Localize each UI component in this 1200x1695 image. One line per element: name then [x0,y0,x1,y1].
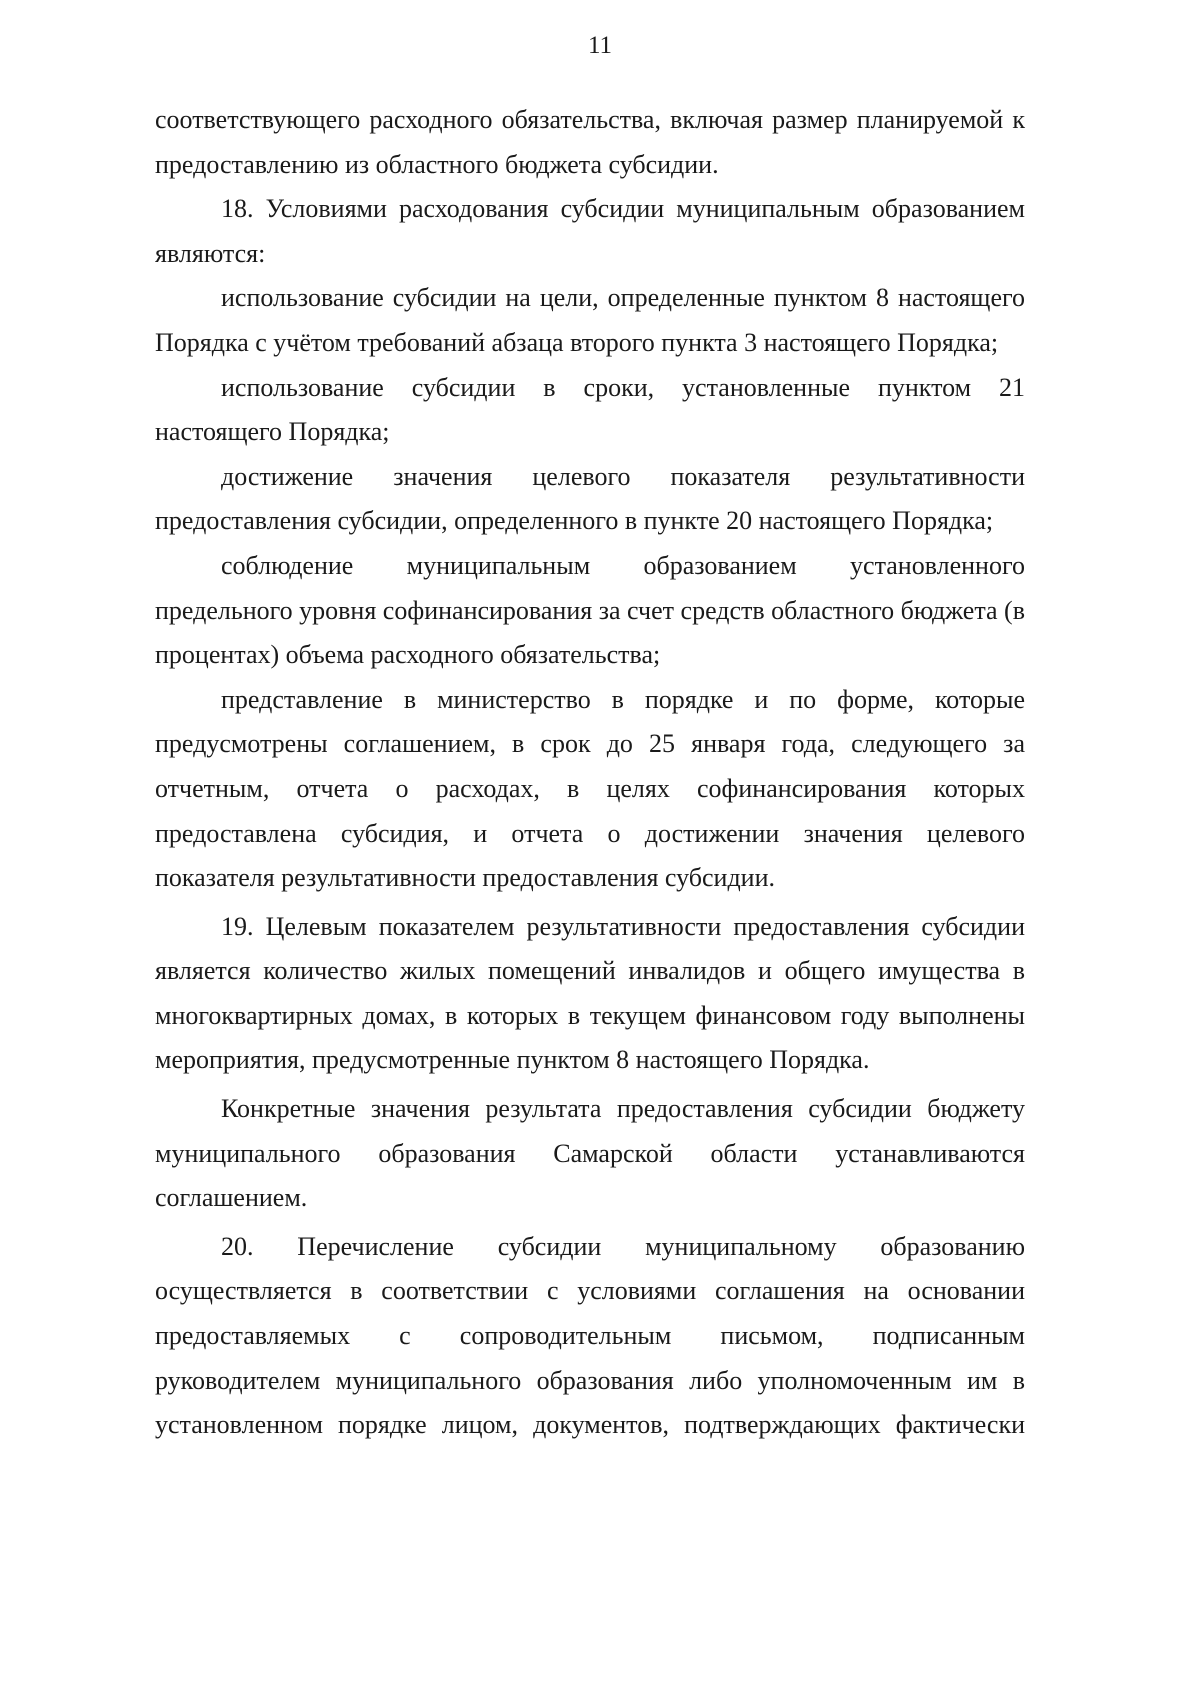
paragraph-specific-values: Конкретные значения результата предоставления субсидии бюджету муниципального образования Самарской области устанавливаются соглашением. [155,1094,1025,1213]
paragraph-condition-report: представление в министерство в порядке и по форме, которые предусмотрены соглашением, в срок до 25 января года, следующего за отчетным, отчета о расходах, в целях софинансирования которых предоставлена субсидия, и отчета о достижении значения целевого показателя результативности предоставления субсидии. [155,684,1025,893]
document-body [155,98,1025,1448]
paragraph-condition-cofinancing: соблюдение муниципальным образованием установленного предельного уровня софинансирования за счет средств областного бюджета (в процентах) объема расходного обязательства; [155,550,1025,670]
paragraph-condition-purpose: использование субсидии на цели, определенные пунктом 8 настоящего Порядка с учётом требований абзаца второго пункта 3 настоящего Порядка; [155,283,1025,357]
paragraph-condition-target: достижение значения целевого показателя результативности предоставления субсидии, определенного в пункте 20 настоящего Порядка; [155,461,1025,536]
paragraph-condition-deadline: использование субсидии в сроки, установленные пунктом 21 настоящего Порядка; [155,372,1025,447]
paragraph-20: 20. Перечисление субсидии муниципальному образованию осуществляется в соответствии с условиями соглашения на основании предоставляемых с сопроводительным письмом, подписанным руководителем муниципального образования либо уполномоченным им в установленном порядке лицом, документов, подтверждающих фактически [155,1231,1025,1440]
paragraph-19: 19. Целевым показателем результативности предоставления субсидии является количество жилых помещений инвалидов и общего имущества в многоквартирных домах, в которых в текущем финансовом году выполнены мероприятия, предусмотренные пунктом 8 настоящего Порядка. [155,911,1025,1075]
page-number: 11 [587,32,613,59]
paragraph-continuation: соответствующего расходного обязательства, включая размер планируемой к предоставлению из областного бюджета субсидии. [155,105,1025,179]
paragraph-18: 18. Условиями расходования субсидии муниципальным образованием являются: [155,194,1025,268]
